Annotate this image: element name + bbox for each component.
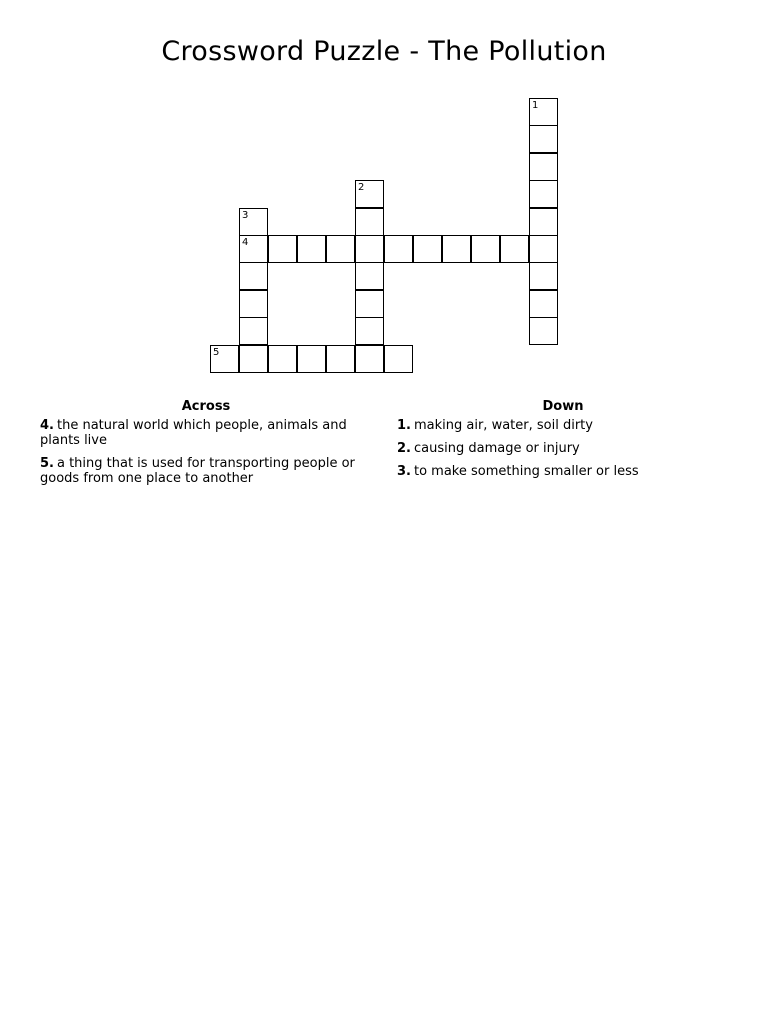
- clue-text: to make something smaller or less: [413, 464, 639, 479]
- crossword-grid: [0, 0, 768, 400]
- crossword-cell[interactable]: [529, 153, 558, 181]
- crossword-cell[interactable]: [529, 290, 558, 318]
- clue-text: making air, water, soil dirty: [413, 418, 593, 433]
- crossword-cell[interactable]: [355, 317, 384, 345]
- crossword-cell[interactable]: [529, 235, 558, 263]
- crossword-cell[interactable]: [529, 98, 558, 126]
- clue-number: 5.: [40, 456, 54, 471]
- clue-text: a thing that is used for transporting people or goods from one place to another: [40, 456, 355, 486]
- crossword-cell[interactable]: [355, 235, 384, 263]
- clue-number: 1.: [397, 418, 411, 433]
- crossword-cell[interactable]: [384, 345, 413, 373]
- crossword-cell[interactable]: [239, 290, 268, 318]
- across-heading: Across: [181, 399, 231, 414]
- clue-number: 2.: [397, 441, 411, 456]
- clue-down-2: [397, 441, 727, 456]
- crossword-cell[interactable]: [239, 235, 268, 263]
- crossword-cell[interactable]: [500, 235, 529, 263]
- crossword-cell[interactable]: [210, 345, 239, 373]
- crossword-cell[interactable]: [529, 208, 558, 236]
- crossword-cell[interactable]: [326, 235, 355, 263]
- clue-number: 4.: [40, 418, 54, 433]
- crossword-cell[interactable]: [355, 180, 384, 208]
- clue-across-5: [40, 456, 375, 486]
- crossword-cell[interactable]: [297, 345, 326, 373]
- crossword-cell[interactable]: [355, 290, 384, 318]
- crossword-cell[interactable]: [326, 345, 355, 373]
- crossword-cell[interactable]: [529, 125, 558, 153]
- down-clues: [397, 398, 727, 487]
- page-title: Crossword Puzzle - The Pollution: [161, 36, 607, 67]
- cell-number: 4: [242, 237, 249, 248]
- crossword-cell[interactable]: [471, 235, 500, 263]
- cell-number: 1: [532, 100, 539, 111]
- crossword-cell[interactable]: [239, 317, 268, 345]
- clue-number: 3.: [397, 464, 411, 479]
- crossword-cell[interactable]: [239, 208, 268, 236]
- across-clues: [40, 398, 375, 494]
- crossword-cell[interactable]: [239, 262, 268, 290]
- crossword-cell[interactable]: [384, 235, 413, 263]
- cell-number: 5: [213, 347, 220, 358]
- crossword-cell[interactable]: [442, 235, 471, 263]
- crossword-cell[interactable]: [268, 235, 297, 263]
- crossword-cell[interactable]: [297, 235, 326, 263]
- clue-down-3: [397, 464, 727, 479]
- crossword-cell[interactable]: [529, 262, 558, 290]
- down-heading: Down: [542, 399, 584, 414]
- crossword-cell[interactable]: [268, 345, 297, 373]
- crossword-cell[interactable]: [239, 345, 268, 373]
- clue-text: the natural world which people, animals and plants live: [40, 418, 347, 448]
- cell-number: 3: [242, 210, 249, 221]
- crossword-cell[interactable]: [529, 180, 558, 208]
- clue-across-4: [40, 418, 375, 448]
- clue-down-1: [397, 418, 727, 433]
- clue-text: causing damage or injury: [413, 441, 580, 456]
- crossword-cell[interactable]: [355, 262, 384, 290]
- crossword-cell[interactable]: [529, 317, 558, 345]
- cell-number: 2: [358, 182, 365, 193]
- crossword-cell[interactable]: [355, 208, 384, 236]
- crossword-cell[interactable]: [413, 235, 442, 263]
- crossword-cell[interactable]: [355, 345, 384, 373]
